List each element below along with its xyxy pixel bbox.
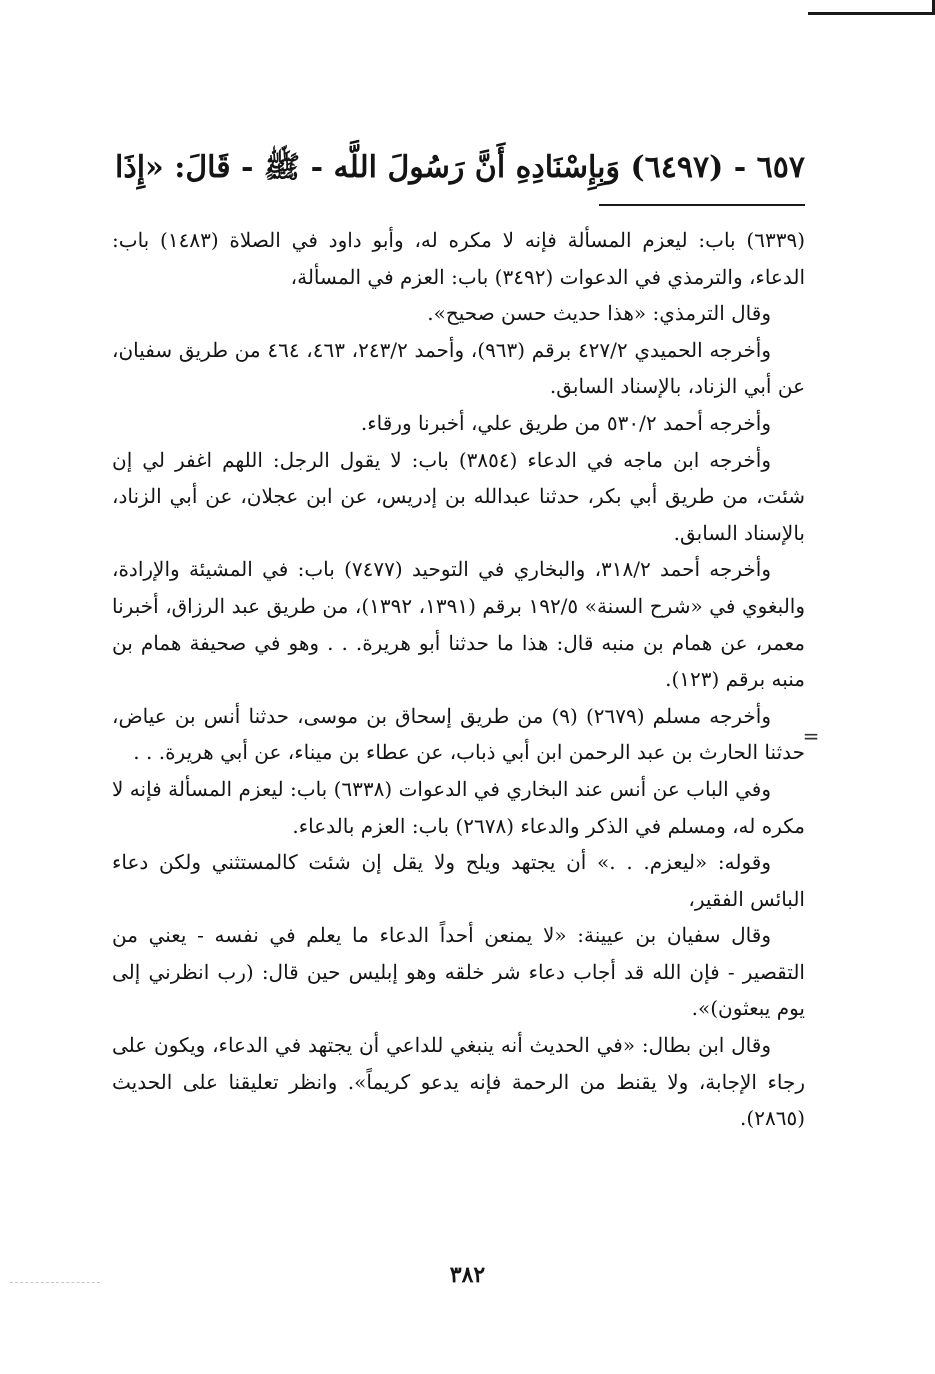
- footnote-separator-rule: [599, 204, 805, 206]
- continuation-margin-mark: =: [802, 724, 820, 748]
- footnote-paragraph: وقال ابن بطال: «في الحديث أنه ينبغي للداعي أن يجتهد في الدعاء، ويكون على رجاء الإجابة، ولا يقنط من الرحمة فإنه يدعو كريماً». وانظر تعليقنا على الحديث (٢٨٦٥).: [112, 1033, 805, 1131]
- footnote-paragraph: وأخرجه ابن ماجه في الدعاء (٣٨٥٤) باب: لا يقول الرجل: اللهم اغفر لي إن شئت، من طريق أبي بكر، حدثنا عبدالله بن إدريس، عن ابن عجلان، عن أبي الزناد، بالإسناد السابق.: [112, 447, 805, 545]
- footnote-paragraph: وقال سفيان بن عيينة: «لا يمنعن أحداً الدعاء ما يعلم في نفسه - يعني من التقصير - فإن الله قد أجاب دعاء شر خلقه وهو إبليس حين قال: (رب انظرني إلى يوم يبعثون)».: [112, 923, 805, 1021]
- hadith-header: ٦٥٧ - (٦٤٩٧) وَبِإِسْنَادِهِ أَنَّ رَسُولَ اللَّه - ﷺ - قَالَ: «إِذَا: [115, 150, 805, 185]
- footnotes-block: [112, 222, 805, 1137]
- bottom-scan-artifact: [10, 1282, 100, 1283]
- footnote-paragraph: وأخرجه أحمد ٣١٨/٢، والبخاري في التوحيد (٧٤٧٧) باب: في المشيئة والإرادة، والبغوي في «شرح السنة» ١٩٢/٥ برقم (١٣٩١، ١٣٩٢)، من طريق عبد الرزاق، أخبرنا معمر، عن همام بن منبه قال: هذا ما حدثنا أبو هريرة. . . وهو في صحيفة همام بن منبه برقم (١٢٣).: [112, 557, 805, 692]
- footnote-paragraph: وأخرجه الحميدي ٤٢٧/٢ برقم (٩٦٣)، وأحمد ٢٤٣/٢، ٤٦٣، ٤٦٤ من طريق سفيان، عن أبي الزناد، بالإسناد السابق.: [112, 337, 805, 399]
- footnote-paragraph: (٦٣٣٩) باب: ليعزم المسألة فإنه لا مكره له، وأبو داود في الصلاة (١٤٨٣) باب: الدعاء، والترمذي في الدعوات (٣٤٩٢) باب: العزم في المسألة،: [112, 228, 805, 289]
- page-number: ٣٨٢: [449, 1262, 486, 1288]
- document-page: [112, 140, 805, 1137]
- footnote-paragraph: وقوله: «ليعزم. . .» أن يجتهد ويلح ولا يقل إن شئت كالمستثني ولكن دعاء البائس الفقير،: [112, 850, 805, 911]
- footnote-paragraph: وقال الترمذي: «هذا حديث حسن صحيح».: [427, 301, 771, 326]
- corner-crop-mark: [808, 0, 935, 15]
- footnote-paragraph: وأخرجه مسلم (٢٦٧٩) (٩) من طريق إسحاق بن موسى، حدثنا أنس بن عياض، حدثنا الحارث بن عبد الرحمن ابن أبي ذباب، عن عطاء بن ميناء، عن أبي هريرة. . .: [112, 703, 805, 765]
- footnote-paragraph: وأخرجه أحمد ٥٣٠/٢ من طريق علي، أخبرنا ورقاء.: [360, 410, 771, 435]
- footnote-paragraph: وفي الباب عن أنس عند البخاري في الدعوات (٦٣٣٨) باب: ليعزم المسألة فإنه لا مكره له، ومسلم في الذكر والدعاء (٢٦٧٨) باب: العزم بالدعاء.: [112, 776, 805, 838]
